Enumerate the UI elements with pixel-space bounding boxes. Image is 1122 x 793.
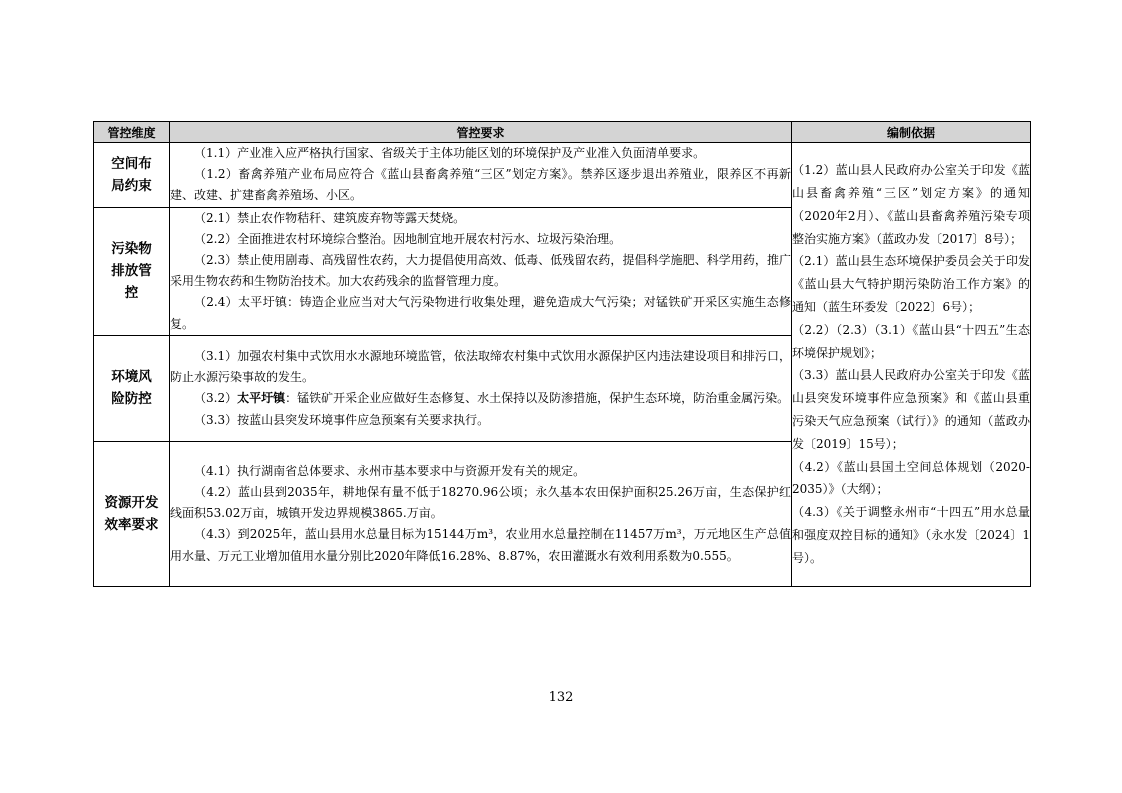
header-basis: 编制依据: [792, 122, 1031, 143]
requirement-item: （4.2）蓝山县到2035年，耕地保有量不低于18270.96公顷；永久基本农田保护面积25.26万亩，生态保护红线面积53.02万亩，城镇开发边界规模3865.万亩。: [170, 485, 791, 521]
requirement-item: （3.3）按蓝山县突发环境事件应急预案有关要求执行。: [194, 412, 490, 427]
requirements-cell: [170, 207, 792, 335]
basis-item: （3.3）蓝山县人民政府办公室关于印发《蓝山县突发环境事件应急预案》和《蓝山县重污染天气应急预案（试行）》的通知（蓝政办发〔2019〕15号）；: [792, 368, 1030, 451]
basis-item: （4.3）《关于调整永州市“十四五”用水总量和强度双控目标的通知》（永水发〔2024〕1号）。: [792, 505, 1030, 565]
requirement-item: （2.4）太平圩镇：铸造企业应当对大气污染物进行收集处理，避免造成大气污染；对锰铁矿开采区实施生态修复。: [170, 295, 791, 331]
requirement-item: （4.1）执行湖南省总体要求、永州市基本要求中与资源开发有关的规定。: [194, 463, 586, 478]
requirement-item: [170, 388, 791, 409]
requirement-item: （3.1）加强农村集中式饮用水水源地环境监管，依法取缔农村集中式饮用水源保护区内违法建设项目和排污口，防止水源污染事故的发生。: [170, 348, 791, 385]
dimension-label: 污染物排放管控: [111, 241, 152, 302]
requirement-item: （2.1）禁止农作物秸秆、建筑废弃物等露天焚烧。: [194, 210, 466, 225]
requirement-item: （2.2）全面推进农村环境综合整治。因地制宜地开展农村污水、垃圾污染治理。: [194, 231, 622, 246]
dimension-cell: [94, 441, 170, 586]
basis-item: （4.2）《蓝山县国土空间总体规划（2020-2035）》（大纲）；: [792, 459, 1030, 497]
dimension-label: 环境风险防控: [111, 369, 152, 408]
table-header-row: [94, 122, 1031, 143]
table-row: [94, 143, 1031, 208]
requirements-cell: [170, 335, 792, 441]
dimension-cell: [94, 335, 170, 441]
requirement-item: （4.3）到2025年，蓝山县用水总量目标为15144万m³，农业用水总量控制在11457万m³，万元地区生产总值用水量、万元工业增加值用水量分别比2020年降低16.28%、8.87%，农田灌溉水有效利用系数为0.555。: [170, 527, 791, 563]
item-prefix: （3.2）: [194, 391, 238, 406]
requirements-cell: [170, 143, 792, 208]
town-name: 太平圩镇: [237, 391, 286, 406]
basis-item: （2.2）（2.3）（3.1）《蓝山县“十四五”生态环境保护规划》；: [792, 322, 1030, 360]
dimension-label: 资源开发效率要求: [104, 494, 159, 533]
requirements-cell: [170, 441, 792, 586]
dimension-label: 空间布局约束: [111, 155, 152, 194]
dimension-cell: [94, 207, 170, 335]
header-dimension: 管控维度: [94, 122, 170, 143]
requirement-item: （1.2）畜禽养殖产业布局应符合《蓝山县畜禽养殖“三区”划定方案》。禁养区逐步退出养殖业，限养区不再新建、改建、扩建畜禽养殖场、小区。: [170, 167, 791, 203]
requirement-item: （2.3）禁止使用剧毒、高残留性农药，大力提倡使用高效、低毒、低残留农药，提倡科学施肥、科学用药，推广采用生物农药和生物防治技术。加大农药残余的监督管理力度。: [170, 253, 791, 289]
page-number: 132: [548, 690, 574, 705]
basis-item: （1.2）蓝山县人民政府办公室关于印发《蓝山县畜禽养殖“三区”划定方案》的通知（2020年2月）、《蓝山县畜禽养殖污染专项整治实施方案》（蓝政办发〔2017〕8号）；: [792, 163, 1030, 246]
header-requirements: 管控要求: [170, 122, 792, 143]
control-requirements-table: [93, 121, 1031, 587]
dimension-cell: [94, 143, 170, 208]
basis-cell: [792, 143, 1031, 587]
basis-item: （2.1）蓝山县生态环境保护委员会关于印发《蓝山县大气特护期污染防治工作方案》的通知（蓝生环委发〔2022〕6号）；: [792, 254, 1030, 315]
item-text: ：锰铁矿开采企业应做好生态修复、水土保持以及防渗措施，保护生态环境，防治重金属污染。: [285, 391, 790, 406]
requirement-item: （1.1）产业准入应严格执行国家、省级关于主体功能区划的环境保护及产业准入负面清单要求。: [194, 146, 706, 160]
